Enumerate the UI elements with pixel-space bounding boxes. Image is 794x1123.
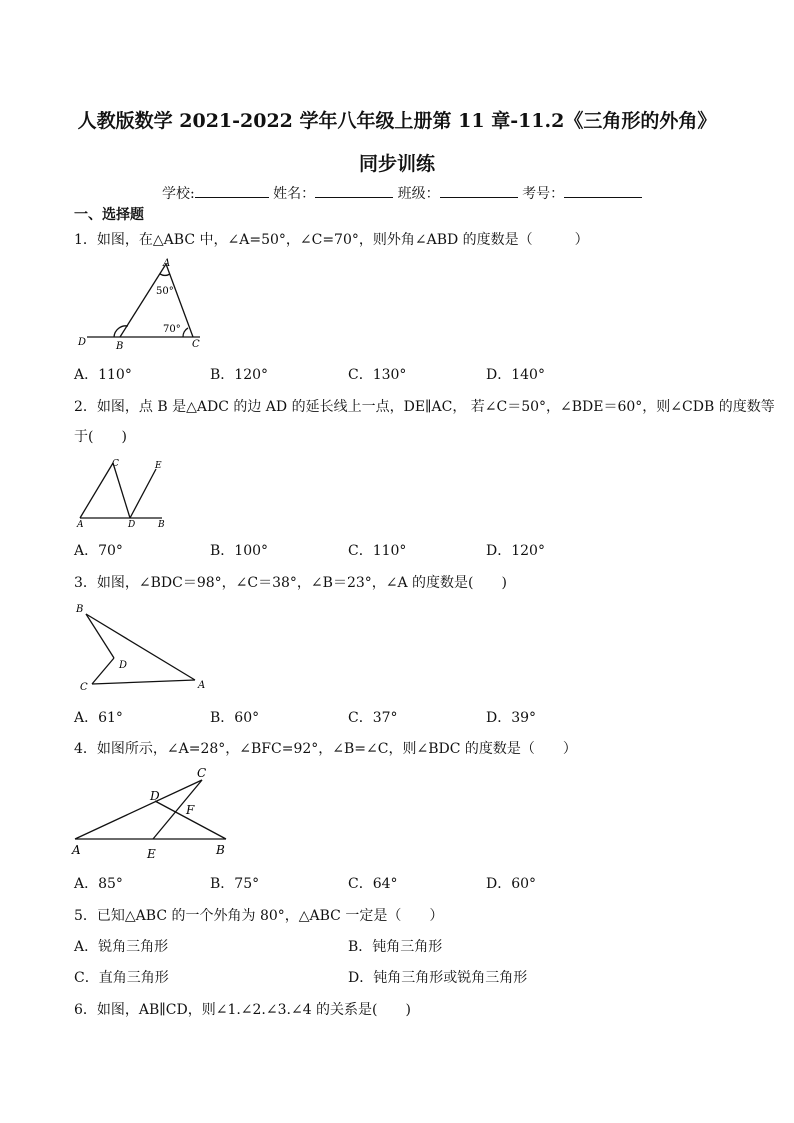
question-3-figure: [70, 598, 220, 698]
question-1-option-b[interactable]: B．120°: [210, 367, 269, 383]
question-2-stem-line-2: 于( ): [74, 429, 127, 445]
question-1-option-d[interactable]: D．140°: [486, 367, 545, 383]
student-info-row: [162, 183, 642, 203]
question-3-stem: 3．如图，∠BDC＝98°，∠C＝38°，∠B＝23°，∠A 的度数是( ): [74, 575, 507, 591]
question-1-stem: 1．如图，在△ABC 中，∠A=50°，∠C=70°，则外角∠ABD 的度数是（ ）: [74, 232, 589, 248]
fig1-label-a: A: [163, 258, 171, 269]
question-5-stem: 5．已知△ABC 的一个外角为 80°，△ABC 一定是（ ）: [74, 908, 444, 924]
question-1-figure: [70, 254, 210, 354]
fig4-label-a: A: [72, 843, 81, 857]
question-1-option-a[interactable]: A．110°: [74, 367, 132, 383]
fig4-label-e: E: [147, 847, 156, 861]
question-3-option-c[interactable]: C．37°: [348, 710, 398, 726]
question-2-option-d[interactable]: D．120°: [486, 543, 545, 559]
exam-no-blank[interactable]: [564, 183, 642, 198]
fig3-label-d: D: [119, 660, 128, 671]
fig1-label-d: D: [78, 337, 87, 348]
page-title: 人教版数学 2021-2022 学年八年级上册第 11 章-11.2《三角形的外角》: [77, 110, 717, 132]
question-2-figure: [70, 455, 180, 535]
fig4-label-f: F: [186, 803, 195, 817]
school-blank[interactable]: [195, 183, 269, 198]
fig3-label-c: C: [80, 682, 88, 693]
question-4-option-b[interactable]: B．75°: [210, 876, 260, 892]
question-5-option-a[interactable]: A．锐角三角形: [74, 939, 169, 955]
fig4-label-c: C: [197, 766, 207, 780]
exam-no-label: 考号：: [522, 186, 565, 202]
fig2-label-b: B: [158, 520, 165, 530]
question-3-option-d[interactable]: D．39°: [486, 710, 537, 726]
question-4-stem: 4．如图所示，∠A=28°，∠BFC=92°，∠B=∠C，则∠BDC 的度数是（ ）: [74, 741, 577, 757]
question-3-option-b[interactable]: B．60°: [210, 710, 260, 726]
question-4-option-a[interactable]: A．85°: [74, 876, 123, 892]
fig2-label-d: D: [128, 520, 136, 530]
school-label: 学校:: [162, 186, 195, 202]
question-6-stem: 6．如图，AB∥CD，则∠1.∠2.∠3.∠4 的关系是( ): [74, 1002, 411, 1018]
question-5-option-d[interactable]: D．钝角三角形或锐角三角形: [348, 970, 528, 986]
class-blank[interactable]: [440, 183, 518, 198]
question-2-option-c[interactable]: C．110°: [348, 543, 407, 559]
fig2-label-a: A: [77, 520, 84, 530]
page-subtitle: 同步训练: [358, 153, 435, 175]
fig2-label-c: C: [112, 459, 119, 469]
fig1-label-c: C: [192, 339, 200, 350]
question-4-option-c[interactable]: C．64°: [348, 876, 398, 892]
fig1-label-angle-a: 50°: [156, 286, 174, 297]
question-4-option-d[interactable]: D．60°: [486, 876, 537, 892]
question-2-option-b[interactable]: B．100°: [210, 543, 269, 559]
question-2-stem-line-1: 2．如图，点 B 是△ADC 的边 AD 的延长线上一点，DE∥AC， 若∠C＝50°，∠BDE＝60°，则∠CDB 的度数等: [74, 399, 775, 415]
question-5-option-c[interactable]: C．直角三角形: [74, 970, 169, 986]
fig3-label-a: A: [198, 680, 206, 691]
question-1-option-c[interactable]: C．130°: [348, 367, 407, 383]
fig3-label-b: B: [76, 604, 84, 615]
class-label: 班级：: [397, 186, 440, 202]
section-title: 一、选择题: [74, 207, 144, 223]
name-label: 姓名：: [273, 186, 316, 202]
question-4-figure: [68, 762, 238, 862]
fig2-label-e: E: [155, 461, 162, 471]
fig4-label-d: D: [150, 789, 160, 803]
name-blank[interactable]: [315, 183, 393, 198]
question-2-option-a[interactable]: A．70°: [74, 543, 123, 559]
question-3-option-a[interactable]: A．61°: [74, 710, 123, 726]
fig1-label-b: B: [116, 341, 124, 352]
fig1-label-angle-c: 70°: [163, 324, 181, 335]
fig4-label-b: B: [216, 843, 225, 857]
question-5-option-b[interactable]: B．钝角三角形: [348, 939, 443, 955]
